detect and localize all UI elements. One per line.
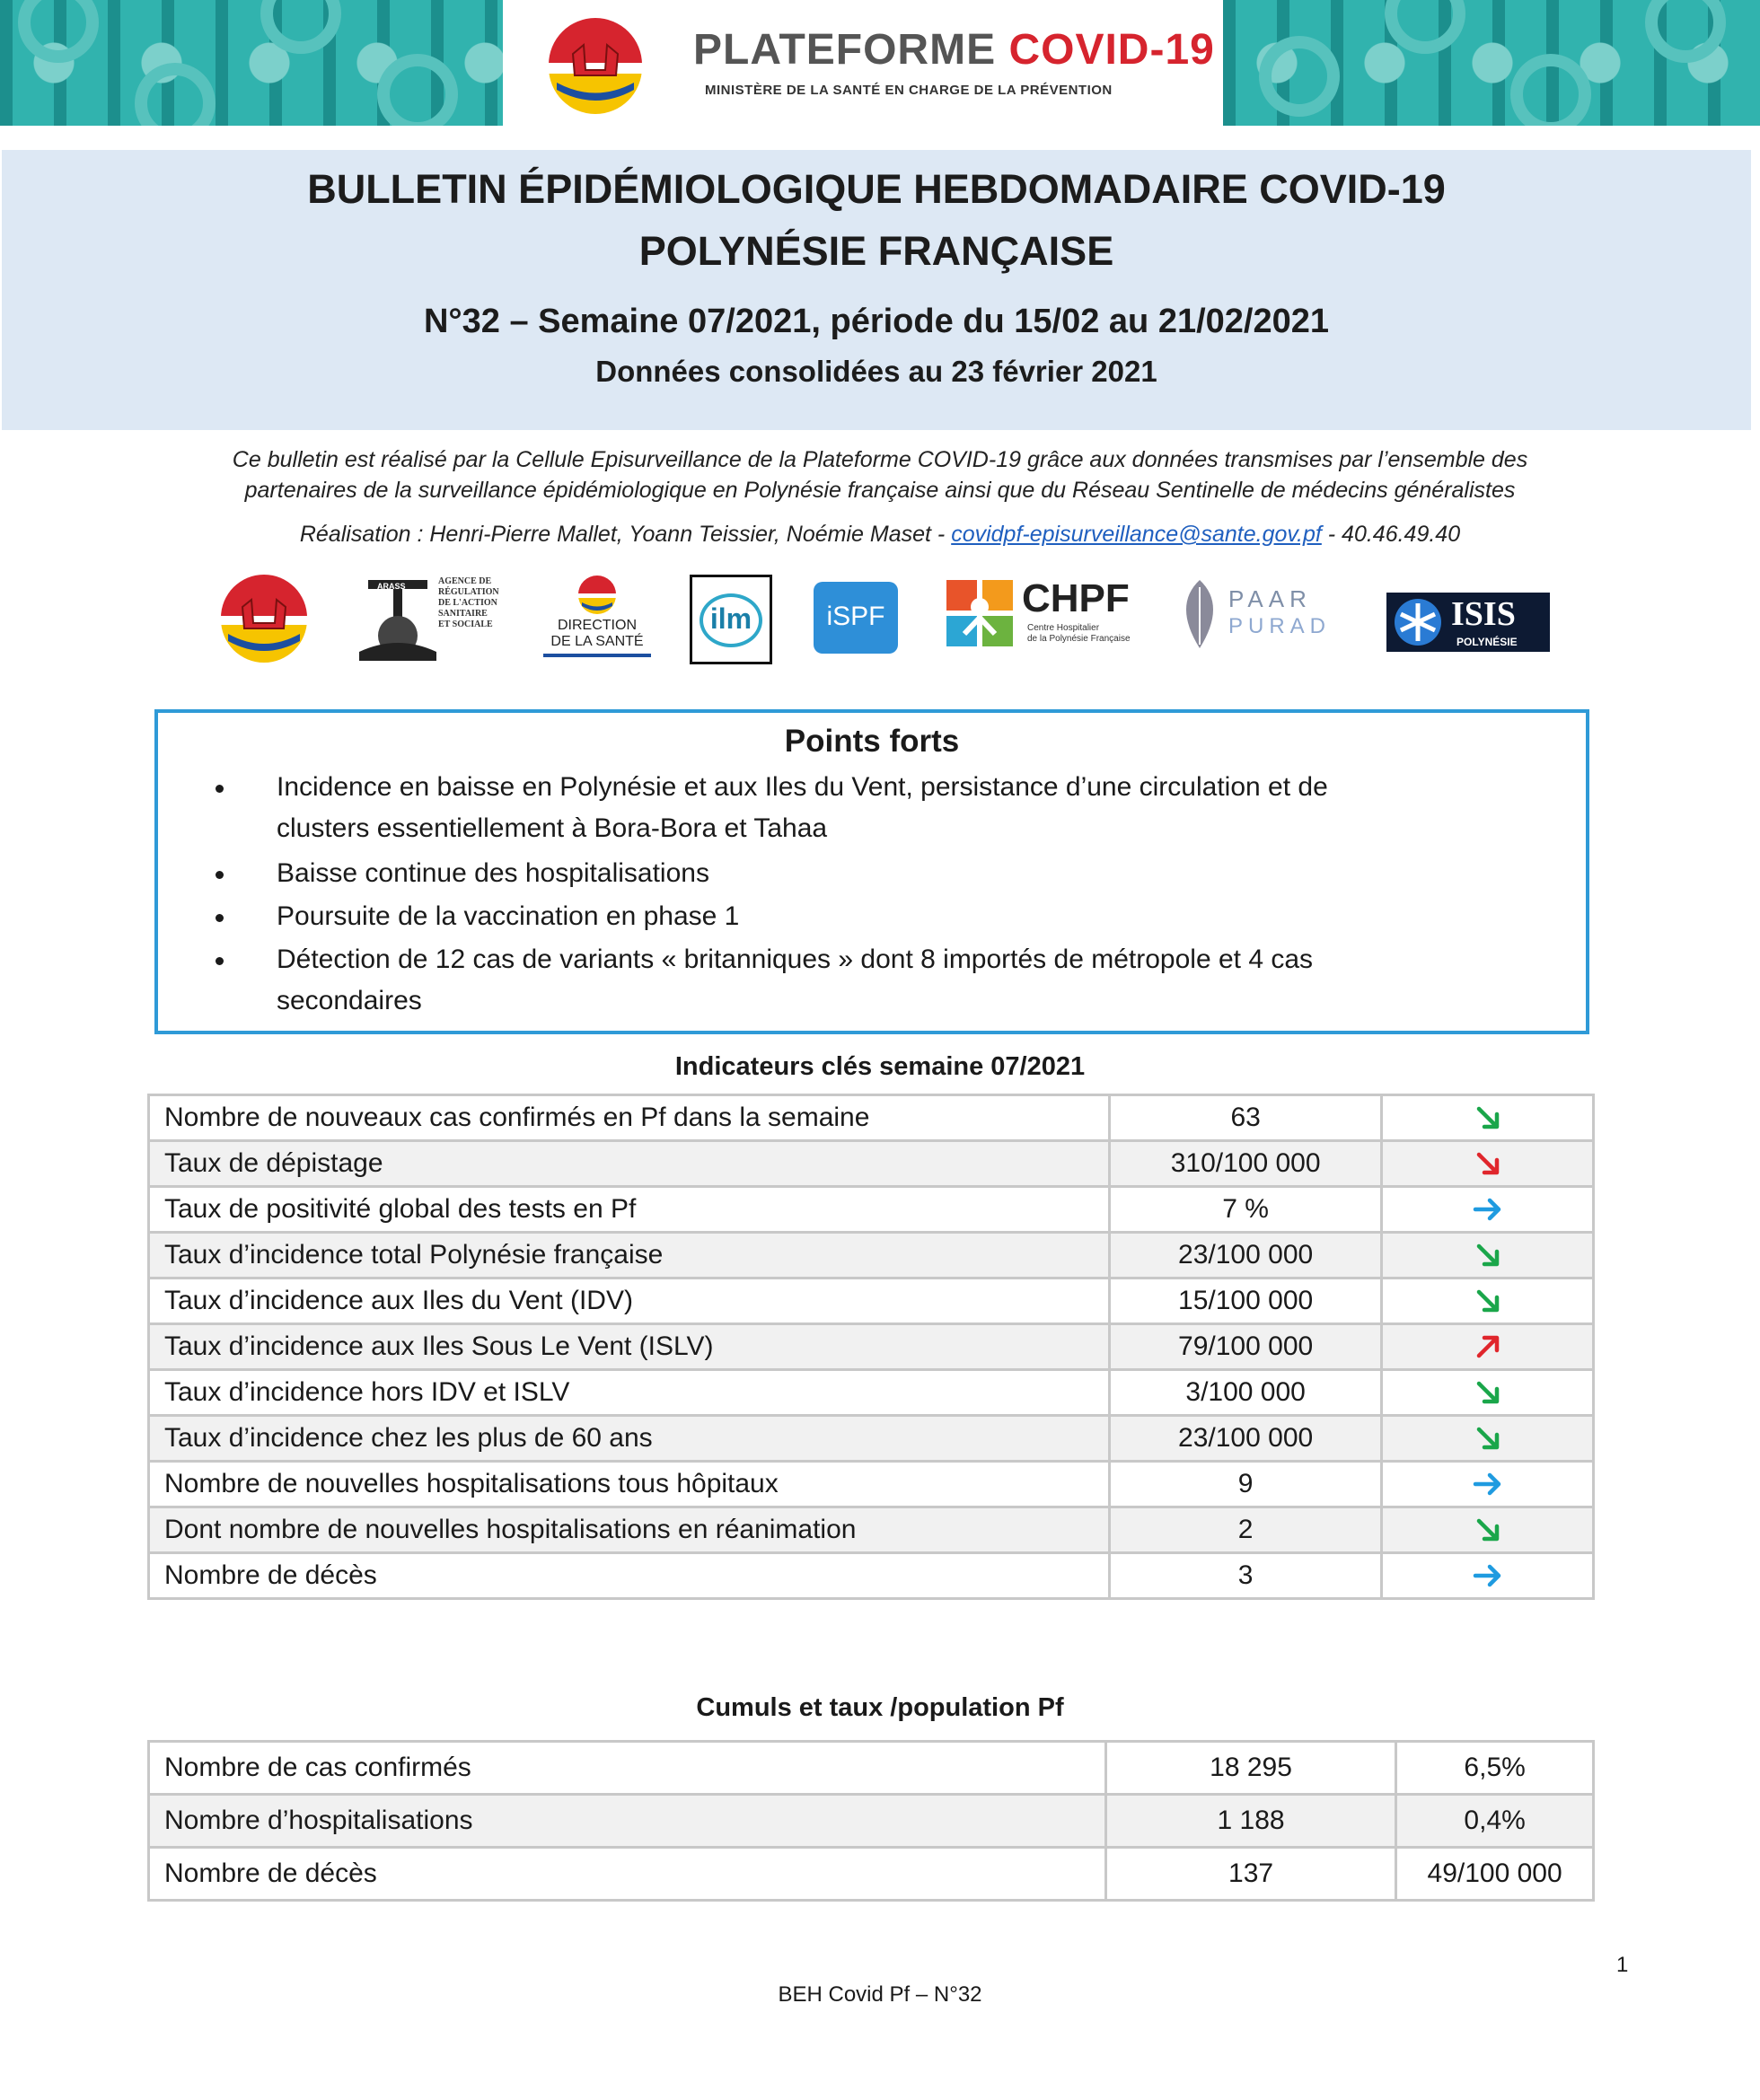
- cumulative-label: Nombre d’hospitalisations: [149, 1795, 1106, 1848]
- trend-down-arrow-icon: [1472, 1376, 1504, 1409]
- indicator-value: 310/100 000: [1109, 1141, 1382, 1187]
- credits: [54, 519, 1706, 549]
- bullet-icon: [216, 914, 224, 922]
- trend-down-arrow-icon: [1472, 1422, 1504, 1454]
- ministry-subtitle: MINISTÈRE DE LA SANTÉ EN CHARGE DE LA PRÉVENTION: [705, 83, 1113, 98]
- trend-down-arrow-icon: [1472, 1102, 1504, 1134]
- trend-cell: [1382, 1095, 1594, 1141]
- trend-cell: [1382, 1187, 1594, 1233]
- indicator-value: 3: [1109, 1553, 1382, 1599]
- bulletin-title-box: [2, 150, 1751, 430]
- indicator-row: [149, 1553, 1594, 1599]
- indicators-title: Indicateurs clés semaine 07/2021: [674, 1052, 1086, 1081]
- indicator-value: 63: [1109, 1095, 1382, 1141]
- indicator-row: [149, 1416, 1594, 1462]
- cumulative-value: 137: [1105, 1848, 1395, 1901]
- key-points-title: Points forts: [784, 724, 960, 759]
- bullet-icon: [216, 871, 224, 879]
- ispf-logo: iSPF: [808, 575, 903, 664]
- cumulative-row: [149, 1795, 1594, 1848]
- indicator-value: 9: [1109, 1462, 1382, 1507]
- indicator-row: [149, 1324, 1594, 1370]
- indicator-row: [149, 1278, 1594, 1324]
- cumulative-row: [149, 1848, 1594, 1901]
- indicator-row: [149, 1095, 1594, 1141]
- direction-sante-logo: DIRECTION DE LA SANTÉ: [539, 575, 656, 664]
- indicator-value: 15/100 000: [1109, 1278, 1382, 1324]
- cumulative-table: [147, 1740, 1595, 1902]
- trend-cell: [1382, 1507, 1594, 1553]
- government-seal-icon: [217, 575, 311, 664]
- trend-down-arrow-icon: [1472, 1285, 1504, 1317]
- french-polynesia-seal-icon: [546, 18, 645, 117]
- indicator-label: Taux d’incidence aux Iles Sous Le Vent (ISLV): [149, 1324, 1110, 1370]
- indicator-label: Taux d’incidence hors IDV et ISLV: [149, 1370, 1110, 1416]
- intro-line-2: partenaires de la surveillance épidémiologique en Polynésie française ainsi que du Réseau Sentinelle de médecins généralistes: [244, 478, 1516, 503]
- isis-logo: ISIS POLYNÉSIE: [1386, 575, 1550, 664]
- trend-cell: [1382, 1462, 1594, 1507]
- arass-emblem-icon: [359, 580, 436, 661]
- platform-title-accent: COVID-19: [1008, 26, 1215, 74]
- bulletin-region: POLYNÉSIE FRANÇAISE: [638, 228, 1114, 274]
- trend-down-arrow-icon: [1472, 1514, 1504, 1546]
- footer-text: BEH Covid Pf – N°32: [778, 1982, 982, 2007]
- indicator-label: Taux de positivité global des tests en Pf: [149, 1187, 1110, 1233]
- trend-cell: [1382, 1141, 1594, 1187]
- platform-title: PLATEFORME COVID-19: [693, 26, 1215, 74]
- trend-cell: [1382, 1370, 1594, 1416]
- indicator-row: [149, 1370, 1594, 1416]
- bulletin-title: BULLETIN ÉPIDÉMIOLOGIQUE HEBDOMADAIRE COVID-19: [307, 166, 1446, 212]
- cumulative-rate: 49/100 000: [1396, 1848, 1594, 1901]
- indicator-label: Taux d’incidence aux Iles du Vent (IDV): [149, 1278, 1110, 1324]
- indicator-label: Dont nombre de nouvelles hospitalisations en réanimation: [149, 1507, 1110, 1553]
- cumulative-rate: 0,4%: [1396, 1795, 1594, 1848]
- polynesian-pattern-right: [1223, 0, 1760, 126]
- indicator-value: 23/100 000: [1109, 1233, 1382, 1278]
- indicator-row: [149, 1141, 1594, 1187]
- indicator-value: 79/100 000: [1109, 1324, 1382, 1370]
- bulletin-consolidation-date: Données consolidées au 23 février 2021: [595, 355, 1157, 388]
- indicator-row: [149, 1187, 1594, 1233]
- indicator-value: 23/100 000: [1109, 1416, 1382, 1462]
- indicator-value: 2: [1109, 1507, 1382, 1553]
- email-link[interactable]: covidpf-episurveillance@sante.gov.pf: [951, 522, 1322, 547]
- indicator-row: [149, 1462, 1594, 1507]
- cumulative-value: 1 188: [1105, 1795, 1395, 1848]
- page-number: 1: [1616, 1953, 1629, 1977]
- trend-flat-arrow-icon: [1472, 1560, 1504, 1592]
- trend-flat-arrow-icon: [1472, 1193, 1504, 1226]
- cumulative-row: [149, 1742, 1594, 1795]
- trend-cell: [1382, 1324, 1594, 1370]
- intro-line-1: Ce bulletin est réalisé par la Cellule Episurveillance de la Plateforme COVID-19 grâce aux données transmises par l’ensemble des: [232, 447, 1528, 472]
- trend-up-arrow-icon: [1472, 1331, 1504, 1363]
- isis-emblem-icon: [1392, 596, 1444, 648]
- header-banner: [0, 0, 1760, 126]
- credits-phone: - 40.46.49.40: [1321, 522, 1461, 547]
- trend-down-arrow-icon: [1472, 1147, 1504, 1180]
- cumulative-label: Nombre de décès: [149, 1848, 1106, 1901]
- arass-logo: AGENCE DE RÉGULATION DE L'ACTION SANITAIRE ET SOCIALE ARASS: [359, 575, 512, 664]
- trend-cell: [1382, 1278, 1594, 1324]
- trend-flat-arrow-icon: [1472, 1468, 1504, 1500]
- indicator-label: Taux d’incidence total Polynésie française: [149, 1233, 1110, 1278]
- paar-purad-logo: PAAR PURAD: [1173, 575, 1370, 664]
- indicator-label: Taux d’incidence chez les plus de 60 ans: [149, 1416, 1110, 1462]
- indicator-label: Nombre de nouvelles hospitalisations tous hôpitaux: [149, 1462, 1110, 1507]
- indicator-value: 3/100 000: [1109, 1370, 1382, 1416]
- chpf-emblem-icon: [946, 580, 1013, 646]
- ilm-logo: ilm: [690, 575, 772, 664]
- bullet-icon: [216, 957, 224, 965]
- trend-cell: [1382, 1233, 1594, 1278]
- indicator-label: Nombre de nouveaux cas confirmés en Pf dans la semaine: [149, 1095, 1110, 1141]
- indicator-label: Taux de dépistage: [149, 1141, 1110, 1187]
- trend-down-arrow-icon: [1472, 1239, 1504, 1271]
- indicator-row: [149, 1233, 1594, 1278]
- indicator-row: [149, 1507, 1594, 1553]
- cumulative-value: 18 295: [1105, 1742, 1395, 1795]
- partner-logos: [0, 575, 1760, 664]
- bullet-icon: [216, 785, 224, 793]
- cumulative-label: Nombre de cas confirmés: [149, 1742, 1106, 1795]
- indicators-table: [147, 1094, 1595, 1600]
- cumulative-rate: 6,5%: [1396, 1742, 1594, 1795]
- indicator-value: 7 %: [1109, 1187, 1382, 1233]
- trend-cell: [1382, 1416, 1594, 1462]
- indicator-label: Nombre de décès: [149, 1553, 1110, 1599]
- direction-sante-seal-icon: [576, 575, 618, 616]
- key-points-box: Points forts Incidence en baisse en Polynésie et aux Iles du Vent, persistance d’une circulation et de clusters essentiellement à Bora-Bora et Tahaa Baisse continue des hospitalisations Poursuite de la vaccination en phase 1 Détection de 12 cas de variants « britanniques » dont 8 importés de métropole et 4 cas secondaires: [154, 709, 1589, 1034]
- paar-leaf-icon: [1173, 578, 1227, 650]
- cumulative-title: Cumuls et taux /population Pf: [696, 1693, 1064, 1722]
- polynesian-pattern-left: [0, 0, 503, 126]
- credits-authors: Réalisation : Henri-Pierre Mallet, Yoann Teissier, Noémie Maset -: [299, 522, 952, 547]
- bulletin-period: N°32 – Semaine 07/2021, période du 15/02 au 21/02/2021: [423, 303, 1330, 340]
- trend-cell: [1382, 1553, 1594, 1599]
- chpf-logo: CHPF Centre Hospitalier de la Polynésie Française: [946, 575, 1144, 664]
